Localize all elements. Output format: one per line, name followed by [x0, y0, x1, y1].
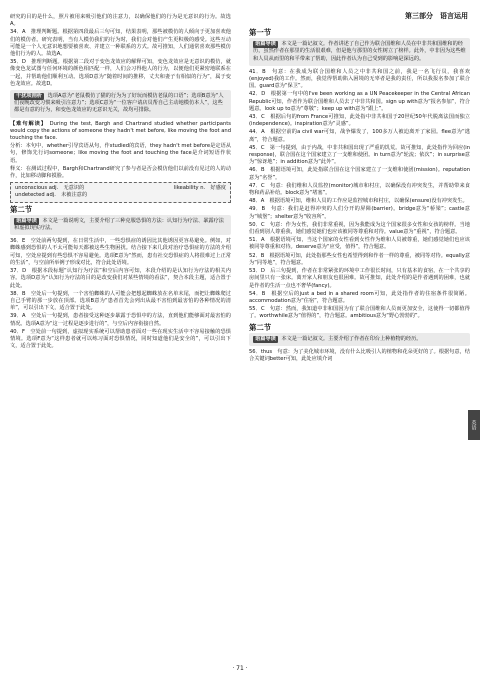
paragraph: 研究的目的是什么，照片被用来吸引他们的注意力，以确保他们的行为是无意识的行为。故选A。 — [10, 14, 231, 28]
difficult-sentence-text: During the test, Bargh and Chartrand studied whether participants would copy the actions of someone they hadn't met before, like moving the foot and touching the face. — [10, 120, 231, 142]
vocab-row — [15, 192, 226, 199]
vocab-item: unconscious adj. 无意识的 — [15, 185, 85, 192]
subject-side-tab: 英语 — [468, 410, 480, 440]
answer-item: 41．B 句意：在我成为联合国维和人员之中非共和国之前，我是一名飞行员，我喜欢(enjoyed)我的工作。然而，我觉得帮助陷入困境的无辜者是我的责任，所以我报名参加了联合国。guard意为“保卫”。 — [249, 68, 470, 90]
reading-guide-box — [249, 38, 470, 66]
vocab-item: likeability n. 好感度 — [173, 185, 226, 192]
section-title: 第一节 — [249, 28, 272, 37]
section-title: 第二节 — [10, 204, 33, 214]
page-number: · 71 · — [232, 665, 248, 672]
answer-item: 55．C 句意：然而，我知道中非和国因为有了联合国维和人员而更加安全，这使得一切都值得了。worthwhile意为“值得的”，符合题意。ambitious意为“野心勃勃的”。 — [249, 306, 470, 320]
answer-item: 46．B 根据语境可知，此处指联合国在这个国家建立了一支维和使团(mission)。reputation意为“名誉”。 — [249, 167, 470, 181]
answer-item: 51．A 根据语境可知，当这个国家的女性看到女性作为维和人员被尊重，她们感觉她们也应该被同等尊重和对待。deserve意为“应受，值得”，符合题意。 — [249, 237, 470, 251]
answer-item: 52．B 根据语境可知，此处指那些女性也希望得到和作者一样的尊重，被同等对待。equally意为“同等地”，符合题意。 — [249, 252, 471, 266]
sentence-analysis: 分析：本句中，whether引导宾语从句，作studied的宾语，they hadn't met before是定语从句，修饰先行词someone；like moving the foot and touching the face是介词短语作状语。 — [10, 143, 231, 164]
guide-text: 本文是一篇说明文，主要介绍了三种克服恐惧的方法：认知行为疗法、暴露疗法和虚拟现实疗法。 — [14, 217, 224, 232]
guide-tag: 语篇导读 — [255, 41, 276, 48]
section-title: 第二节 — [249, 322, 272, 332]
answer-item: 53．D 后三句提到，作者在非常紧张的环境中工作很长时间，只有基本的食宿，在一个共享的房间里只有一张床。离开家人和朋友也很困难。故可推知，此处介绍的是作者遇到的困难，也就是作者的生活一点也不奢华(fancy)。 — [249, 268, 470, 289]
paragraph: 35．D 推理判断题。根据第二段对于变色龙效应的解释可知，变色龙效应是无意识的模仿，就像变色龙试图与任何环境的颜色相匹配一样，人们会习得他人的行为，以便他们更紧密地联系在一起，并帮助他们顺利互动。选项D意为“随着时间的推移，丈夫和妻子有相似的行为”，属于变色龙效应。故选D。 — [10, 59, 231, 87]
left-column — [10, 14, 231, 351]
answer-item: 36．E 空处前两句提到，在日常生活中，一些恐惧症的诱因比其他诱因更容易避免。例如，对蜘蛛感到恐惧的人不太可能每天都被这些生物困扰。结合接下来几段对治疗恐惧症的方法的介绍可知，空处应提到有些恐惧不容易避免。选项E意为“然而，患有社交恐惧症的人将很难过上正常的生活”，与空前所举例子形成对比，符合此处语境。 — [10, 238, 231, 266]
guide-tag: 语篇导读 — [16, 217, 37, 224]
guide-text: 本文是一篇记叙文。作者讲述了自己作为联合国维和人员在中非共和国维和的经历，虽然作者在那里的生活很艰难，但是他与那里的女性树立了榜样。此外，中非因为这些维和人员从而里的和平带来了帮助，因此作者认为自己受到的影响是深远的。 — [253, 41, 466, 62]
analysis-tag: 干扰项剖析 — [16, 93, 42, 100]
answer-item: 54．B 根据空后的just a bed in a shared room可知，此处指作者的住宿条件很简陋。accommodation意为“住宿”，符合题意。 — [249, 290, 470, 304]
answer-item: 47．C 句意：我们维和人员监控(monitor)城市和村庄，以确保没有冲突发生，并帮助带来食物和药品补给。block意为“堵塞”。 — [249, 182, 470, 197]
answer-item: 38．B 空处后一句提到，一个害怕蜘蛛的人可能会把想起蜘蛛放在名单末尾，而把让蜘蛛爬过自己手臂的那一步放在顶部。选项B意为“患者首先会列出从最不害怕到最害怕的各种情况的清单”，可以引出下文，适合置于此处。 — [10, 290, 231, 312]
distractor-analysis-box — [10, 90, 231, 118]
answer-item: 40．F 空处前一句提到，虚拟现实系统可以帮助患者面对一些在现实生活中不容易接触的恐惧情境。选项F意为“这样患者就可以练习面对恐惧情况，同时知道他们是安全的”，可以引出下文，适合置于此处。 — [10, 328, 231, 350]
answer-item: 37．D 根据本段标题“认知行为疗法”和空后内容可知，本段介绍的是认知行为疗法的相关内容。选项D意为“认知行为疗法的目的是改变我们对某些情境的看法”，契合本段主题，适合置于此处。 — [10, 268, 231, 289]
paragraph: 34．A 推理判断题。根据第四段最后三句可知，结果表明，那些被模仿的人倾向于更加喜欢他们的模仿者。研究表明，当有人模仿我们的行为时，我们会对他们产生更积极的感受。这些互动可能是一个人无意识地想要被喜欢、并建立一种联系的方式。故可推知，人们通常喜欢那些模仿他们行为的人。故选A。 — [10, 29, 231, 58]
answer-item: 49．B 句意：我们是赶得冲突的人们分开的屏障(barrier)。bridge意为“桥梁”；castle意为“城堡”；shelter意为“收容所”。 — [249, 206, 470, 220]
reading-guide-box — [10, 215, 231, 235]
analysis-text: 选项A意为“老鼠模仿了猫的行为为了好玩而模仿老鼠的口语”；选项B意为“人们夜晚改变习惯来吸引注意力”；选项C意为“一位客户请店员帮自己主动地模仿本人”，这些都是有意的行为，和变色龙效应的无意识无关，故均可排除。 — [14, 93, 224, 114]
section-header: 第三部分 语言运用 — [405, 12, 468, 20]
guide-text: 本文是一篇记叙文。主要介绍了作者在印台上种植物的经历。 — [281, 335, 422, 342]
answer-item: 43．C 根据后句的from France可推知，此处指中非共和国于20世纪50年代脱离法国而独立(independence)。inspiration意为“灵感”。 — [249, 114, 470, 128]
vocab-box — [10, 182, 231, 202]
answer-item: 50．C 句意：作为女性，我们非常重视，因为我能成为这个国家很多女性和女孩的榜样。当地们看到别人尊重我，她们感觉她们也应该被同等尊重和对待。value意为“重视”，符合题意。 — [249, 221, 470, 236]
difficult-sentence — [10, 121, 231, 143]
answer-item: 56．thus 句意：为了美化城市环境，没有什么比吸引人的植物和花朵更好的了。根据句意，结合关键词better可知，此处应填介词 — [249, 348, 470, 363]
answer-item: 39．A 空处后一句提到，患者接受这种逐步暴露于恐惧中的方法，直到他们能够面对最害怕的情况。选项A意为“这一过程是逐步进行的”，与空后内容衔接自然。 — [10, 313, 231, 327]
reading-guide-box — [249, 333, 470, 346]
answer-item: 45．C 第一句提到，由于内战，中非共和国出现了严重的饥荒。故可推知，此处指作为回应(in response)，联合国在这个国家建立了一支维和使团。in turn意为“轮流；依次”；in surprise意为“惊讶地”；in addition意为“此外”。 — [249, 144, 470, 166]
guide-tag: 语篇导读 — [255, 335, 276, 342]
answer-item: 44．A 根据空前的a civil war可知，战争爆发了，100多万人被迫离开了家园。flee意为“逃离”，符合题意。 — [249, 129, 470, 143]
answer-item: 48．A 根据语境可知，维和人员的工作应是监控城市和村庄，以确保(ensure)没有冲突发生。 — [249, 198, 468, 205]
answer-item: 42．D 根据第一句中的I've been working as a UN Peacekeeper in the Central African Republic可知，作者作为联合国维和人员去了中非共和国。sign up with意为“报名参加”，符合题意。look up to意为“尊敬”；keep up with意为“跟上”。 — [249, 91, 470, 112]
vocab-item: undetected adj. 未被注意的 — [15, 192, 88, 199]
difficult-tag: 【难句解读】 — [10, 120, 48, 127]
sentence-translation: 释义：在测试过程中，Bargh和Chartrand研究了参与者是否会模仿他们以前没有见过的人的动作，比如移动脚和摸脸。 — [10, 165, 231, 180]
right-column — [249, 26, 470, 364]
